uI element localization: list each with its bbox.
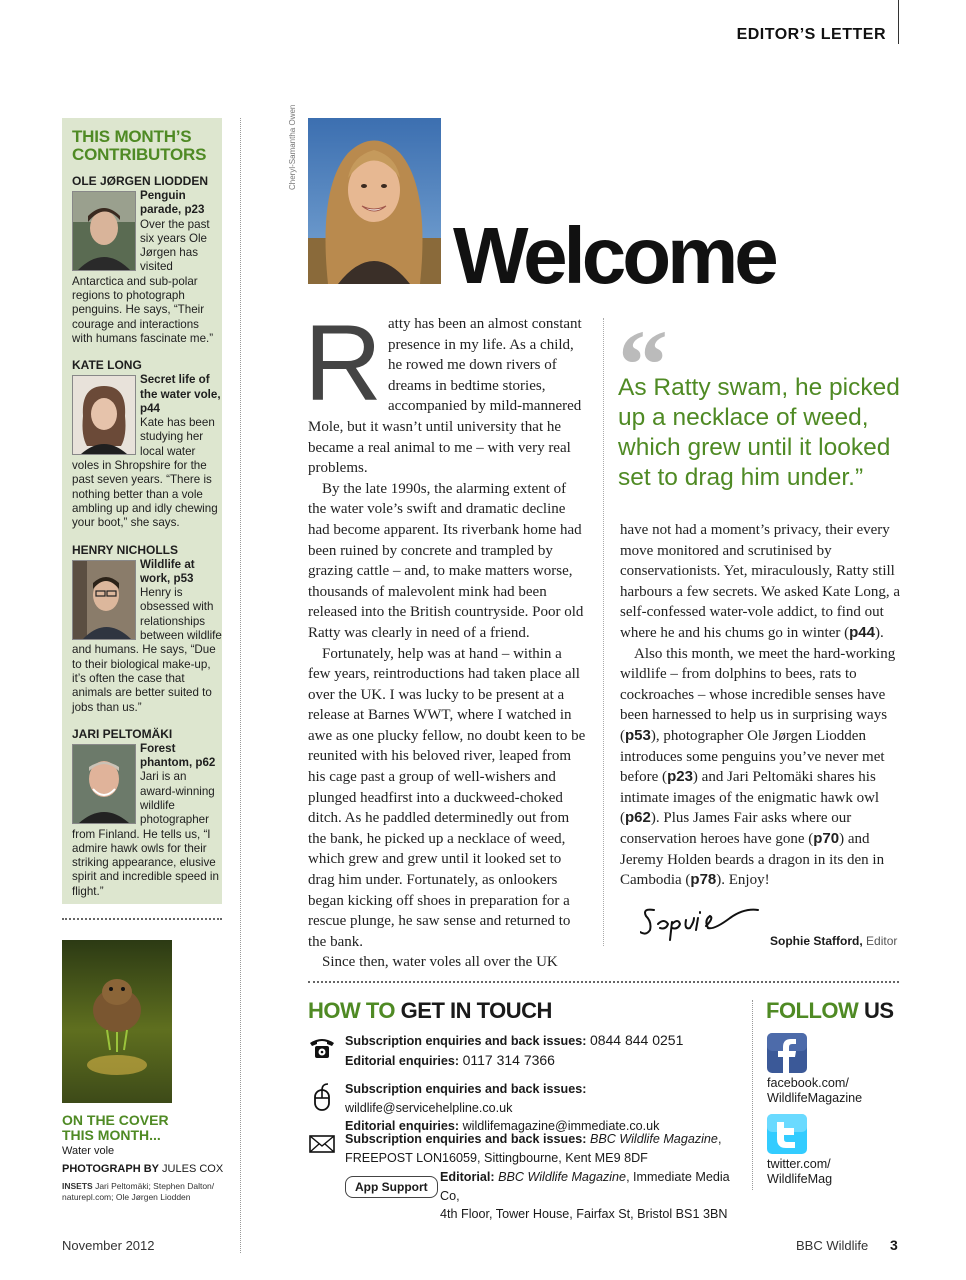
contributor-bio: Jari is an award-winning wildlife photographer from Finland. He tells us, “I admire hawk owls for their striking appearance, elusive spirit and incredible speed in flight.”	[72, 770, 219, 898]
contributor-item	[72, 727, 222, 899]
cover-photo-credit	[62, 1163, 223, 1175]
contributor-item	[72, 174, 222, 346]
editorial-email-link[interactable]: wildlifemagazine@immediate.co.uk	[462, 1119, 660, 1133]
photo-credit: Cheryl-Samantha Owen	[288, 104, 297, 190]
facebook-icon[interactable]	[767, 1033, 807, 1073]
cover-thumbnail	[62, 940, 172, 1103]
footer-date: November 2012	[62, 1238, 155, 1253]
editorial-phone[interactable]: 0117 314 7366	[462, 1051, 555, 1068]
label: Subscription enquiries and back issues:	[345, 1082, 587, 1096]
cover-photo-label: PHOTOGRAPH BY	[62, 1163, 159, 1175]
page-ref: p70	[813, 829, 840, 847]
drop-cap: R	[304, 302, 382, 423]
contributor-photo	[72, 375, 136, 455]
page-ref: p53	[625, 726, 651, 744]
page-ref: p78	[690, 871, 717, 889]
twitter-icon[interactable]	[767, 1114, 807, 1154]
page-ref: p62	[625, 809, 651, 827]
follow-heading: FOLLOW US	[766, 998, 894, 1023]
contributor-feature: Forest phantom, p62	[140, 741, 216, 770]
contributor-bio: Kate has been studying her local water voles in Shropshire for the past seven years. “There is nothing better than a vole ambling up and idly chewing your boot,” she says.	[72, 416, 218, 530]
footer-magazine: BBC Wildlife	[796, 1238, 869, 1253]
article-paragraph: By the late 1990s, the alarming extent of the water vole’s swift and dramatic decline had become apparent. Its riverbank home had been ruined by concrete and trampled by grazing cattle – and, to make matters worse, thousands of malevolent mink had been released into the British countryside. Poor old Ratty was clearly in need of a friend.	[308, 480, 584, 641]
page-ref: p23	[667, 768, 693, 786]
contributor-item	[72, 358, 222, 530]
editor-signoff	[770, 934, 897, 948]
page-ref: p44	[849, 623, 875, 641]
contributors-panel	[62, 118, 222, 904]
mouse-icon	[308, 1082, 336, 1110]
article-paragraph: have not had a moment’s privacy, their every move monitored and scrutinised by conservationists. Yet, miraculously, Ratty still harbours a few secrets. We asked Kate Long, a self-confessed water-vole addict, to find out where he and his chums go in winter (p44).	[620, 522, 901, 641]
sidebar-divider	[62, 918, 222, 920]
label: Subscription enquiries and back issues:	[345, 1132, 587, 1146]
editor-signature	[640, 900, 760, 944]
contributor-photo	[72, 744, 136, 824]
contributor-photo	[72, 560, 136, 640]
contributor-name: KATE LONG	[72, 358, 142, 373]
facebook-link[interactable]: facebook.com/ WildlifeMagazine	[767, 1076, 863, 1105]
contact-email	[308, 1080, 748, 1133]
subscription-email-link[interactable]: wildlife@servicehelpline.co.uk	[345, 1100, 513, 1115]
subscription-address: FREEPOST LON16059, Sittingbourne, Kent ME9 8DF	[345, 1150, 648, 1165]
contributor-feature: Penguin parade, p23	[140, 189, 205, 217]
column-separator	[603, 318, 604, 946]
magazine-name: BBC Wildlife Magazine	[498, 1170, 627, 1184]
twitter-link[interactable]: twitter.com/ WildlifeMag	[767, 1157, 833, 1186]
cover-photographer: JULES COX	[162, 1163, 224, 1175]
editor-name: Sophie Stafford,	[770, 934, 863, 948]
contact-heading: HOW TO GET IN TOUCH	[308, 998, 552, 1023]
column-divider	[240, 118, 241, 1253]
page-number: 3	[890, 1237, 898, 1253]
editorial-address: Editorial: BBC Wildlife Magazine, Immediate Media Co, 4th Floor, Tower House, Fairfax St, Bristol BS1 3BN	[440, 1170, 730, 1221]
contributor-photo	[72, 191, 136, 271]
label: Subscription enquiries and back issues:	[345, 1034, 587, 1048]
pull-quote: As Ratty swam, he picked up a necklace of weed, which grew until it looked set to drag him under.”	[618, 374, 900, 491]
contributor-name: OLE JØRGEN LIODDEN	[72, 174, 209, 188]
contributors-title-line2: CONTRIBUTORS	[72, 145, 207, 164]
contributor-feature: Secret life of the water vole, p44	[140, 373, 221, 415]
section-label: EDITOR’S LETTER	[736, 26, 886, 43]
header-rule	[898, 0, 899, 44]
article-paragraph: Fortunately, help was at hand – within a few years, reintroductions had taken place all over the UK. I was lucky to be present at a release at Barnes WWT, where I watched in awe as one plucky fellow, no doubt keen to be reunited with his beloved river, leaped from his cage past a group of well-wishers and plunged headfirst into a duckweed-choked ditch. As he paddled determinedly out from the bank, he picked up a necklace of weed, which grew and grew until it looked set to drag him under. Fortunately, as onlookers began kicking off shoes in preparation for a rescue plunge, he saw sense and returned to the bank.	[308, 645, 586, 950]
envelope-icon	[308, 1132, 336, 1160]
contributors-title	[72, 128, 222, 164]
editor-role: Editor	[866, 934, 898, 948]
quote-mark-icon: “	[618, 309, 668, 420]
contact-post: Subscription enquiries and back issues: BBC Wildlife Magazine, FREEPOST LON16059, Sittingbourne, Kent ME9 8DF	[308, 1130, 748, 1170]
page-title: Welcome	[453, 211, 775, 300]
editor-photo	[308, 118, 441, 284]
cover-insets-credit	[62, 1181, 232, 1202]
insets-label: INSETS	[62, 1181, 93, 1191]
article-paragraph: Also this month, we meet the hard-working wildlife – from dolphins to bees, rats to cockroaches – whose incredible senses have been harnessed to help us in surprising ways (p53), photographer Ole Jørgen Liodden introduces some penguins you’ve never met before (p23) and Jari Peltomäki shares his intimate images of the enigmatic hawk owl (p62). Plus James Fair asks where our conservation heroes have gone (p70) and Jeremy Holden beards a dragon in its den in Cambodia (p78). Enjoy!	[620, 645, 896, 889]
article-column-2	[620, 520, 902, 891]
label: Editorial enquiries:	[345, 1053, 460, 1068]
contributor-bio: Over the past six years Ole Jørgen has visited Antarctica and sub-polar regions to photograph penguins. He says, “Their courage and interactions with humans fascinate me.”	[72, 217, 214, 345]
label: Editorial enquiries:	[345, 1119, 460, 1133]
cover-title-line2: THIS MONTH...	[62, 1127, 161, 1143]
contributor-item	[72, 543, 222, 715]
contributor-bio: Henry is obsessed with relationships between wildlife and humans. He says, “Due to their biological make-up, it’s often the case that animals are better suited to jobs than us.”	[72, 586, 222, 714]
contributor-name: JARI PELTOMÄKI	[72, 726, 173, 741]
label: Editorial:	[440, 1170, 495, 1184]
insets-credits: Jari Peltomäki; Stephen Dalton/ naturepl.com; Ole Jørgen Liodden	[62, 1181, 215, 1202]
contributor-feature: Wildlife at work, p53	[140, 557, 195, 585]
article-column-1	[304, 302, 586, 973]
contact-phone	[308, 1031, 748, 1071]
subscription-phone[interactable]: 0844 844 0251	[589, 1032, 684, 1048]
cover-title-line1: ON THE COVER	[62, 1112, 169, 1128]
article-paragraph: Since then, water voles all over the UK	[322, 954, 558, 971]
telephone-icon	[308, 1033, 336, 1061]
app-support-button[interactable]: App Support	[345, 1176, 438, 1198]
cover-subject: Water vole	[62, 1145, 115, 1157]
magazine-name: BBC Wildlife Magazine	[589, 1132, 718, 1146]
contributor-name: HENRY NICHOLLS	[72, 542, 179, 557]
contributors-title-line1: THIS MONTH’S	[72, 127, 192, 146]
article-paragraph: atty has been an almost constant presence in my life. As a child, he rowed me down rivers of dreams in bedtime stories, accompanied by mild-mannered Mole, but it wasn’t until university that he became a real animal to me – with very real problems.	[308, 316, 582, 477]
section-divider	[308, 981, 899, 983]
cover-title	[62, 1113, 232, 1143]
